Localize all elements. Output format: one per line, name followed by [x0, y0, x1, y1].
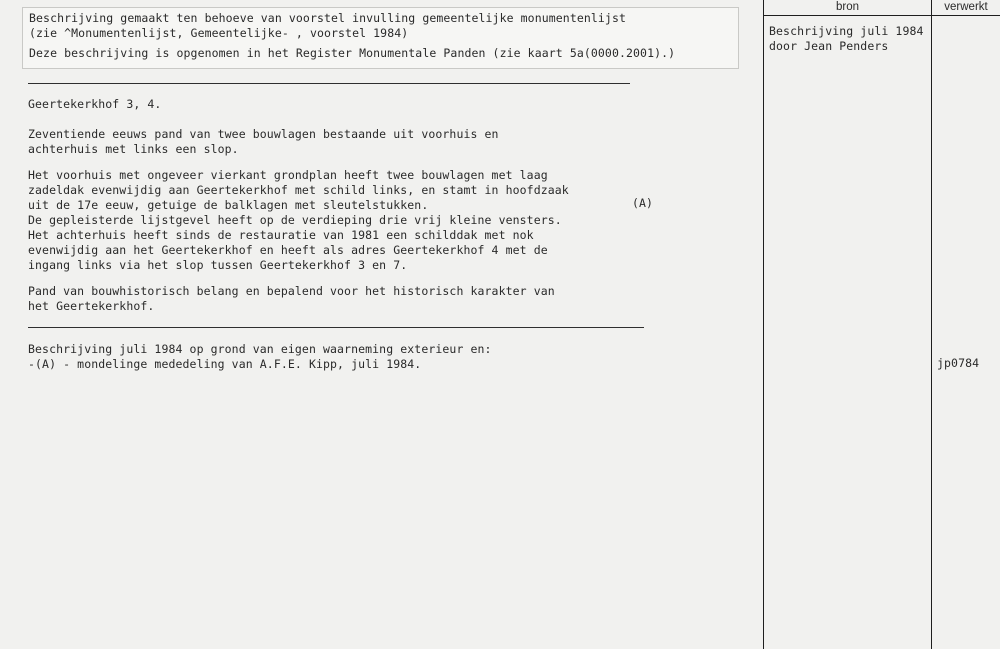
paragraph-description-line: evenwijdig aan het Geertekerkhof en heeft als adres Geertekerkhof 4 met de	[28, 243, 548, 257]
header-line-2: (zie ^Monumentenlijst, Gemeentelijke- , voorstel 1984)	[29, 26, 409, 40]
paragraph-description-line: Het achterhuis heeft sinds de restauratie van 1981 een schilddak met nok	[28, 228, 534, 242]
paragraph-intro-line: achterhuis met links een slop.	[28, 142, 239, 156]
sources-block	[28, 342, 492, 372]
paragraph-intro	[28, 127, 499, 157]
column-divider-right	[931, 0, 932, 649]
annotation-marker: (A)	[632, 196, 654, 210]
verwerkt-header-label: verwerkt	[944, 1, 988, 13]
paragraph-description-line: Het voorhuis met ongeveer vierkant grondplan heeft twee bouwlagen met laag	[28, 168, 548, 182]
divider-top	[28, 83, 630, 84]
paragraph-description-line: uit de 17e eeuw, getuige de balklagen met sleutelstukken.	[28, 198, 429, 212]
paragraph-description-line: De gepleisterde lijstgevel heeft op de verdieping drie vrij kleine vensters.	[28, 213, 562, 227]
bron-line: Beschrijving juli 1984	[769, 24, 924, 38]
header-line-1: Beschrijving gemaakt ten behoeve van voorstel invulling gemeentelijke monumentenlijst	[29, 11, 627, 25]
sources-line: Beschrijving juli 1984 op grond van eigen waarneming exterieur en:	[28, 342, 492, 356]
column-divider-left	[763, 0, 764, 649]
verwerkt-reference: jp0784	[937, 356, 980, 370]
bron-header-label: bron	[835, 1, 860, 13]
paragraph-description-line: zadeldak evenwijdig aan Geertekerkhof met schild links, en stamt in hoofdzaak	[28, 183, 569, 197]
paragraph-intro-line: Zeventiende eeuws pand van twee bouwlagen bestaande uit voorhuis en	[28, 127, 499, 141]
header-box	[22, 7, 739, 69]
divider-bottom	[28, 327, 644, 328]
bron-line: door Jean Penders	[769, 39, 889, 53]
verwerkt-column-header	[932, 0, 1000, 16]
bron-entry	[769, 24, 924, 54]
bron-column-header	[764, 0, 931, 16]
paragraph-significance	[28, 284, 555, 314]
paragraph-significance-line: Pand van bouwhistorisch belang en bepalend voor het historisch karakter van	[28, 284, 555, 298]
paragraph-description	[28, 168, 569, 273]
paragraph-description-line: ingang links via het slop tussen Geertekerkhof 3 en 7.	[28, 258, 408, 272]
header-line-3: Deze beschrijving is opgenomen in het Register Monumentale Panden (zie kaart 5a(0000.2001).)	[29, 46, 676, 60]
sources-line: -(A) - mondelinge mededeling van A.F.E. Kipp, juli 1984.	[28, 357, 422, 371]
paragraph-significance-line: het Geertekerkhof.	[28, 299, 155, 313]
address-heading: Geertekerkhof 3, 4.	[28, 97, 162, 111]
